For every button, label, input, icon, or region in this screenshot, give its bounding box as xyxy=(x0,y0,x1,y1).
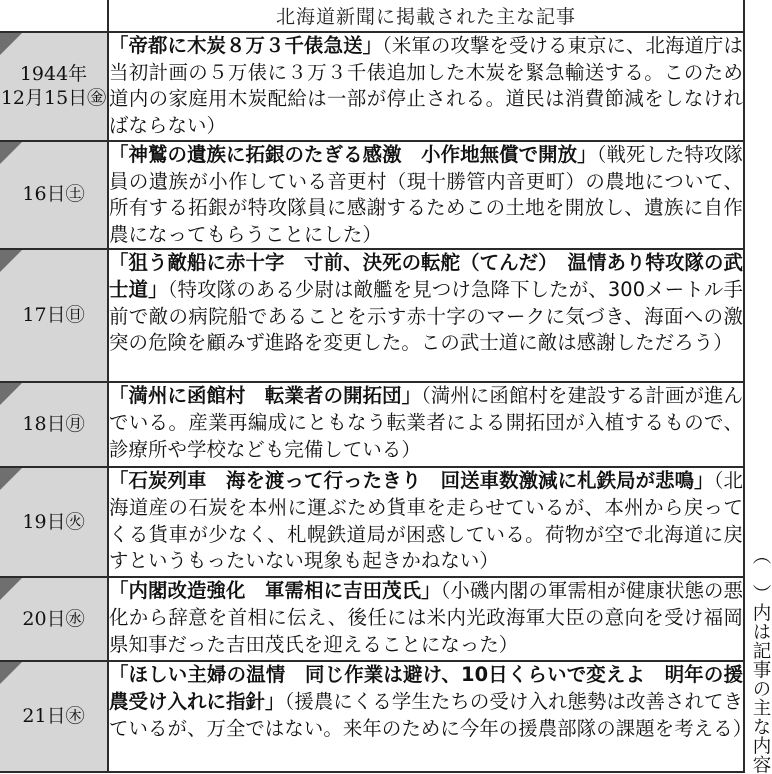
article-row xyxy=(0,382,744,467)
date-day: 20日㊌ xyxy=(22,607,85,630)
article-cell xyxy=(108,249,744,382)
article-cell xyxy=(108,382,744,467)
date-cell xyxy=(0,577,108,661)
article-summary: （米軍の攻撃を受ける東京に、北海道庁は当初計画の５万俵に３万３千俵追加した木炭を緊急輸送する。このため道内の家庭用木炭配給は一部が停止される。道民は消費節減をしなければならない） xyxy=(109,34,743,137)
article-summary: （小磯内閣の軍需相が健康状態の悪化から辞意を首相に伝え、後任には米内光政海軍大臣の意向を受け福岡県知事だった吉田茂氏を迎えることになった） xyxy=(109,579,743,656)
article-summary: （北海道産の石炭を本州に運ぶため貨車を走らせているが、本州から戻ってくる貨車が少なく、札幌鉄道局が困惑している。荷物が空で北海道に戻すというもったいない現象も起きかねない） xyxy=(109,469,743,573)
article-cell xyxy=(108,577,744,661)
table-title: 北海道新聞に掲載された主な記事 xyxy=(108,0,744,32)
article-cell xyxy=(108,141,744,249)
article-row xyxy=(0,467,744,577)
article-row xyxy=(0,661,744,772)
date-day: 18日㊊ xyxy=(22,413,85,435)
article-headline: 「満州に函館村 転業者の開拓団」 xyxy=(109,384,422,408)
article-headline: 「神鷲の遺族に拓銀のたぎる感激 小作地無償で開放」 xyxy=(109,143,597,166)
corner-mark xyxy=(0,578,22,600)
article-summary: （援農にくる学生たちの受け入れ態勢は改善されてきているが、万全ではない。来年のために今年の援農部隊の課題を考える） xyxy=(109,689,753,740)
article-cell xyxy=(108,661,753,772)
table-header-row xyxy=(0,0,744,32)
header-date-cell xyxy=(0,0,108,32)
article-cell xyxy=(108,467,744,577)
article-headline: 「内閣改造強化 軍需相に吉田茂氏」 xyxy=(109,579,441,603)
date-day: 21日㊍ xyxy=(22,705,85,727)
date-cell xyxy=(0,141,108,249)
date-cell xyxy=(0,32,108,141)
article-summary: （戦死した特攻隊員の遺族が小作している音更村（現十勝管内音更町）の農地について、所有する拓銀が特攻隊員に感謝するためこの土地を開放し、遺族に自作農になってもらうことにした） xyxy=(109,143,743,246)
corner-mark xyxy=(0,383,22,405)
article-summary: （特攻隊のある少尉は敵艦を見つけ急降下したが、300メートル手前で敵の病院船であることを示す赤十字のマークに気づき、海面への激突の危険を顧みず進路を変更した。この武士道に敵は感謝しただろう） xyxy=(109,277,743,355)
article-row xyxy=(0,141,744,249)
date-cell xyxy=(0,249,108,382)
article-headline: 「帝都に木炭８万３千俵急送」 xyxy=(109,34,383,57)
article-headline: 「石炭列車 海を渡って行ったきり 回送車数激減に札鉄局が悲鳴」 xyxy=(109,469,714,493)
date-day: 12月15日㊎ xyxy=(0,86,107,109)
article-summary: （満州に函館村を建設する計画が進んでいる。産業再編成にともなう転業者による開拓団が入植するもので、診療所や学校なども完備している） xyxy=(109,384,743,461)
article-headline: 「ほしい主婦の温情 同じ作業は避け、10日くらいで変えよ 明年の援農受け入れに指針」 xyxy=(109,663,743,713)
article-row xyxy=(0,32,744,141)
date-cell xyxy=(0,382,108,467)
corner-mark xyxy=(0,662,22,684)
parenthesis-note: （ ）内は記事の主な内容 xyxy=(750,546,771,774)
article-row xyxy=(0,577,744,661)
date-day: 19日㊋ xyxy=(22,510,85,533)
corner-mark xyxy=(0,468,22,490)
corner-mark xyxy=(0,33,22,55)
article-headline: 「狙う敵船に赤十字 寸前、決死の転舵（てんだ） 温情あり特攻隊の武士道」 xyxy=(109,251,743,301)
corner-mark xyxy=(0,250,22,272)
date-day: 16日㊏ xyxy=(22,183,85,206)
date-year: 1944年 xyxy=(19,62,88,85)
date-cell xyxy=(0,467,108,577)
corner-mark xyxy=(0,142,22,164)
date-day: 17日㊐ xyxy=(22,304,85,326)
article-cell xyxy=(108,32,744,141)
date-cell xyxy=(0,661,108,772)
article-row xyxy=(0,249,744,382)
